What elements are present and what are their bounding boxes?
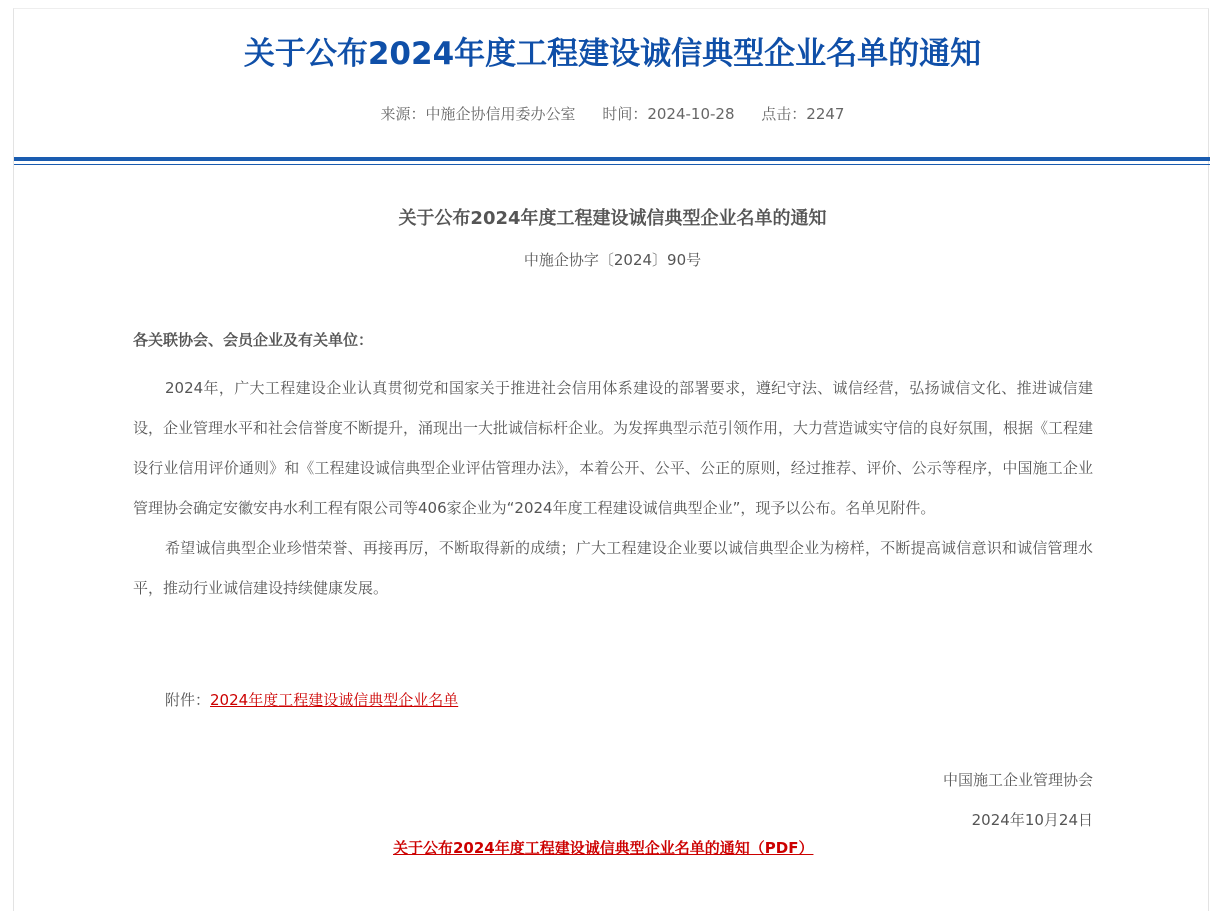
meta-source: 来源：中施企协信用委办公室 xyxy=(380,105,576,123)
article-meta xyxy=(0,102,1210,126)
article-title: 关于公布2024年度工程建设诚信典型企业名单的通知 xyxy=(398,208,827,229)
body-paragraph-2: 希望诚信典型企业珍惜荣誉、再接再厉，不断取得新的成绩；广大工程建设企业要以诚信典型企业为榜样，不断提高诚信意识和诚信管理水平，推动行业诚信建设持续健康发展。 xyxy=(133,539,1093,597)
attachment-label: 附件： xyxy=(165,691,211,709)
signature-date: 2024年10月24日 xyxy=(971,811,1093,829)
body-paragraph-1: 2024年，广大工程建设企业认真贯彻党和国家关于推进社会信用体系建设的部署要求，遵纪守法、诚信经营，弘扬诚信文化、推进诚信建设，企业管理水平和社会信誉度不断提升，涌现出一大批诚信标杆企业。为发挥典型示范引领作用，大力营造诚实守信的良好氛围，根据《工程建设行业信用评价通则》和《工程建设诚信典型企业评估管理办法》，本着公开、公平、公正的原则，经过推荐、评价、公示等程序，中国施工企业管理协会确定安徽安冉水利工程有限公司等406家企业为“2024年度工程建设诚信典型企业”，现予以公布。名单见附件。 xyxy=(133,379,1094,517)
document-number: 中施企协字〔2024〕90号 xyxy=(523,251,702,269)
page-title: 关于公布2024年度工程建设诚信典型企业名单的通知 xyxy=(243,36,982,72)
header-divider-thin xyxy=(14,164,1210,165)
attachment-line xyxy=(165,688,458,712)
meta-clicks: 点击：2247 xyxy=(761,105,845,123)
pdf-download-link[interactable]: 关于公布2024年度工程建设诚信典型企业名单的通知（PDF） xyxy=(393,839,814,857)
signature-organization: 中国施工企业管理协会 xyxy=(942,771,1093,789)
header-divider-thick xyxy=(14,157,1210,161)
article-body xyxy=(133,328,1093,608)
attachment-link[interactable]: 2024年度工程建设诚信典型企业名单 xyxy=(210,691,459,709)
salutation: 各关联协会、会员企业及有关单位： xyxy=(133,331,374,349)
meta-time: 时间：2024-10-28 xyxy=(602,105,735,123)
